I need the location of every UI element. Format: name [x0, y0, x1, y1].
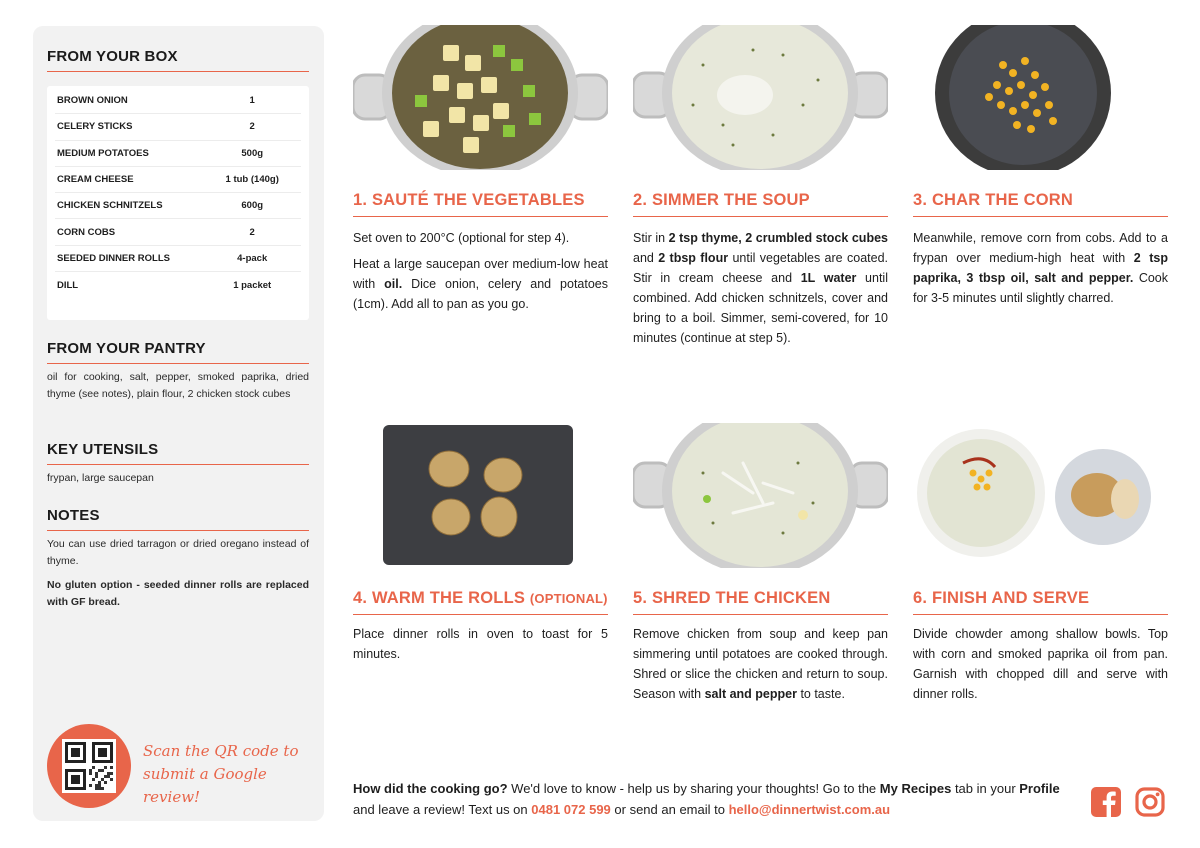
contact-link[interactable]: 0481 072 599 [531, 802, 611, 817]
step-title: 4. WARM THE ROLLS (OPTIONAL) [353, 589, 608, 615]
tray-rolls-photo [353, 423, 608, 568]
from-your-box-heading: FROM YOUR BOX [47, 48, 309, 72]
text-run: Place dinner rolls in oven to toast for 5 minutes. [353, 627, 608, 661]
ingredient-name: CHICKEN SCHNITZELS [57, 200, 163, 212]
text-run: and [633, 251, 659, 265]
text-run: 1L water [800, 271, 857, 285]
ingredient-name: DILL [57, 279, 79, 291]
instruction-paragraph [913, 228, 1168, 308]
ingredient-row [55, 141, 301, 167]
text-run: to taste. [796, 687, 845, 701]
text-run: Remove chicken from soup and keep pan simmering until potatoes are cooked through. Shred or slice the chicken and return to soup. Season with [633, 627, 888, 701]
optional-tag: (OPTIONAL) [529, 591, 608, 606]
text-run: Profile [1019, 781, 1060, 796]
text-run: salt and pepper [704, 687, 797, 701]
pantry-list: oil for cooking, salt, pepper, smoked paprika, dried thyme (see notes), plain flour, 2 chicken stock cubes [47, 371, 309, 400]
ingredient-quantity: 600g [241, 200, 264, 212]
ingredient-quantity: 500g [241, 147, 264, 159]
instruction-paragraph [633, 228, 888, 348]
pot-chicken-photo [633, 423, 888, 568]
text-run: until vegetables are coated. Stir in cream cheese and [633, 251, 888, 285]
ingredient-name: CREAM CHEESE [57, 174, 134, 186]
feedback-message [353, 778, 1083, 820]
notes-text: You can use dried tarragon or dried oregano instead of thyme. [47, 538, 309, 567]
facebook-icon[interactable] [1090, 786, 1122, 818]
ingredient-quantity: 1 packet [233, 279, 272, 291]
step-title: 1. SAUTÉ THE VEGETABLES [353, 191, 608, 217]
text-run: Set oven to 200°C (optional for step 4). [353, 231, 570, 245]
text-run: How did the cooking go? [353, 781, 508, 796]
instruction-paragraph [353, 228, 608, 248]
step-instructions [353, 624, 608, 670]
step-instructions [633, 228, 888, 354]
step-instructions [633, 624, 888, 710]
instruction-paragraph [353, 624, 608, 664]
text-run: My Recipes [879, 781, 952, 796]
text-run: Meanwhile, remove corn from cobs. Add to a frypan over medium-high heat with [913, 231, 1168, 265]
bowl-chowder-photo [913, 423, 1168, 568]
qr-call-to-action [143, 740, 313, 809]
ingredients-sidebar [33, 26, 324, 821]
ingredient-name: MEDIUM POTATOES [57, 147, 149, 159]
text-run: Cook for 3-5 minutes until slightly charred. [913, 271, 1169, 305]
ingredients-table [47, 86, 309, 320]
contact-link[interactable]: hello@dinnertwist.com.au [728, 802, 891, 817]
instruction-paragraph [353, 254, 608, 314]
ingredient-row [55, 219, 301, 245]
ingredient-quantity: 1 tub (140g) [225, 174, 279, 186]
ingredient-quantity: 2 [249, 226, 255, 238]
text-run: tab in your [951, 781, 1020, 796]
ingredient-row [55, 193, 301, 219]
text-run: We'd love to know - help us by sharing your thoughts! Go to the [507, 781, 880, 796]
ingredient-quantity: 1 [249, 95, 255, 107]
instagram-icon[interactable] [1134, 786, 1166, 818]
text-run: 2 tsp thyme, 2 crumbled stock cubes [668, 231, 888, 245]
utensils-list: frypan, large saucepan [47, 472, 154, 484]
ingredient-row [55, 246, 301, 272]
text-run: Stir in [633, 231, 669, 245]
ingredient-name: CORN COBS [57, 226, 116, 238]
gluten-note: No gluten option - seeded dinner rolls are replaced with GF bread. [47, 579, 309, 608]
ingredient-name: SEEDED DINNER ROLLS [57, 252, 170, 264]
pot-vegetables-photo [353, 25, 608, 170]
from-your-pantry-heading: FROM YOUR PANTRY [47, 340, 309, 364]
step-instructions [353, 228, 608, 320]
key-utensils-heading: KEY UTENSILS [47, 441, 309, 465]
ingredient-name: BROWN ONION [57, 95, 128, 107]
text-run: 2 tsp paprika, 3 tbsp oil, salt and pepper. [913, 251, 1168, 285]
text-run: Dice onion, celery and potatoes (1cm). Add all to pan as you go. [353, 277, 609, 311]
text-run: oil. [384, 277, 403, 291]
qr-cta-line-2: submit a Google review! [143, 765, 267, 806]
frypan-corn-photo [913, 25, 1168, 170]
qr-badge[interactable] [47, 724, 131, 808]
step-title: 6. FINISH AND SERVE [913, 589, 1168, 615]
ingredient-quantity: 4-pack [237, 252, 268, 264]
notes-heading: NOTES [47, 507, 309, 531]
qr-code[interactable] [62, 739, 116, 793]
step-instructions [913, 624, 1168, 710]
text-run: and leave a review! Text us on [353, 802, 532, 817]
ingredient-row [55, 114, 301, 140]
pot-soup-photo [633, 25, 888, 170]
text-run: 2 tbsp flour [658, 251, 729, 265]
text-run: until combined. Add chicken schnitzels, cover and bring to a boil. Simmer, semi-covered, for 10 minutes (continue at step 5). [633, 271, 888, 345]
ingredient-quantity: 2 [249, 121, 255, 133]
ingredient-row [55, 272, 301, 298]
text-run: or send an email to [610, 802, 729, 817]
instruction-paragraph [913, 624, 1168, 704]
step-title: 3. CHAR THE CORN [913, 191, 1168, 217]
text-run: Heat a large saucepan over medium-low heat with [353, 257, 608, 291]
ingredient-row [55, 167, 301, 193]
step-instructions [913, 228, 1168, 314]
step-title: 2. SIMMER THE SOUP [633, 191, 888, 217]
ingredient-row [55, 88, 301, 114]
ingredient-name: CELERY STICKS [57, 121, 133, 133]
instruction-paragraph [633, 624, 888, 704]
text-run: Divide chowder among shallow bowls. Top with corn and smoked paprika oil from pan. Garnish with chopped dill and serve with dinner rolls. [913, 627, 1168, 701]
step-title: 5. SHRED THE CHICKEN [633, 589, 888, 615]
qr-cta-line-1: Scan the QR code to [143, 742, 299, 760]
